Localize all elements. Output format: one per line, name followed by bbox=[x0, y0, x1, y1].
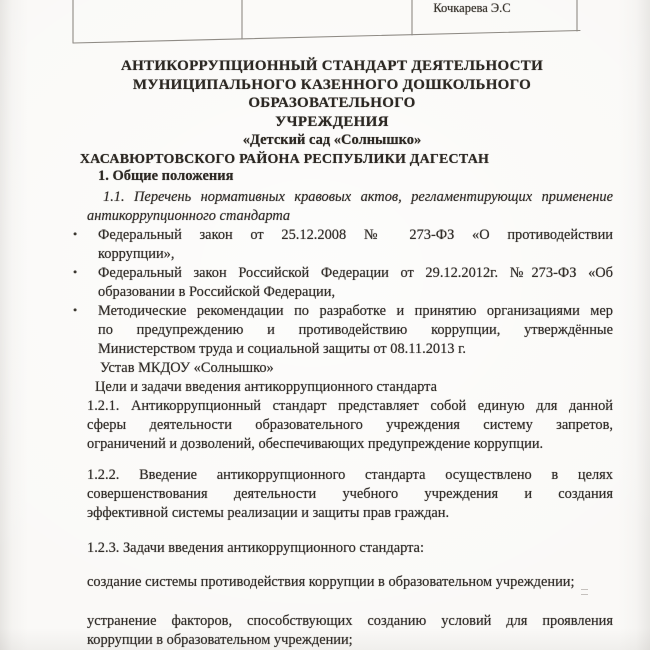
title-line-2: МУНИЦИПАЛЬНОГО КАЗЕННОГО ДОШКОЛЬНОГО bbox=[132, 76, 532, 93]
paragraph-1-2-1 bbox=[87, 397, 613, 454]
list-item bbox=[73, 264, 613, 302]
paragraph-line: по предупреждению и противодействию коррупции, утверждённые bbox=[98, 322, 613, 338]
task-paragraph-2 bbox=[87, 612, 613, 650]
paragraph-line: создание системы противодействия коррупции в образовательном учреждении; bbox=[87, 574, 575, 590]
paragraph-line: Федеральный закон от 25.12.2008 № 273-ФЗ «О противодействии bbox=[98, 227, 613, 243]
paragraph-line: 1.2.1. Антикоррупционный стандарт представляет собой единую для данной bbox=[87, 398, 613, 414]
document-title bbox=[14, 57, 650, 169]
paragraph-line: 1.2.3. Задачи введения антикоррупционного стандарта: bbox=[87, 540, 424, 556]
paragraph-line: коррупции в образовательном учреждении; bbox=[87, 632, 353, 648]
kindergarten-name: «Детский сад «Солнышко» bbox=[242, 132, 422, 148]
paragraph-line: устранение факторов, способствующих созданию условий для проявления bbox=[87, 613, 613, 629]
goals-line: Цели и задачи введения антикоррупционного стандарта bbox=[95, 379, 438, 395]
paragraph-line: антикоррупционного стандарта bbox=[87, 208, 291, 224]
paragraph-line: ограничений и дозволений, обеспечивающих предупреждение коррупции. bbox=[87, 436, 544, 452]
paragraph-line: 1.1. Перечень нормативных кравовых актов, регламентирующих применение bbox=[103, 189, 613, 205]
paragraph-line: эффективной системы реализации и защиты прав граждан. bbox=[87, 505, 450, 521]
list-item bbox=[73, 302, 613, 359]
paragraph-line: Федеральный закон Российской Федерации от 29.12.2012г. №273-ФЗ «Об bbox=[98, 265, 613, 281]
document-body bbox=[73, 188, 613, 650]
paragraph-1-1 bbox=[87, 188, 613, 226]
bullet-icon: • bbox=[73, 227, 78, 241]
paragraph-1-2-2 bbox=[87, 466, 613, 523]
approval-table-grid bbox=[0, 0, 650, 56]
approver-name-text: Кочкарева Э.С bbox=[433, 1, 511, 15]
scan-artifact bbox=[581, 589, 588, 595]
paragraph-line: Методические рекомендации по разработке и принятию организациями мер bbox=[98, 303, 613, 319]
bullet-icon: • bbox=[73, 303, 78, 317]
task-paragraph-1 bbox=[87, 573, 613, 592]
paragraph-line: совершенствования деятельности учебного учреждения и создания bbox=[87, 486, 613, 502]
section-1-heading: 1. Общие положения bbox=[98, 168, 234, 184]
district-line: ХАСАВЮРТОВСКОГО РАЙОНА РЕСПУБЛИКИ ДАГЕСТАН bbox=[79, 152, 490, 167]
paragraph-line: коррупции», bbox=[98, 246, 175, 262]
title-line-1: АНТИКОРРУПЦИОННЫЙ СТАНДАРТ ДЕЯТЕЛЬНОСТИ bbox=[120, 58, 544, 74]
list-item bbox=[73, 226, 613, 264]
paragraph-line: образовании в Российской Федерации, bbox=[98, 284, 336, 300]
paragraph-line: 1.2.2. Введение антикоррупционного стандарта осуществлено в целях bbox=[87, 467, 613, 483]
bullet-icon: • bbox=[73, 265, 78, 279]
paragraph-line: Министерством труда и социальной защиты от 08.11.2013 г. bbox=[98, 341, 466, 357]
legal-acts-list bbox=[73, 226, 613, 359]
title-line-4: УЧРЕЖДЕНИЯ bbox=[275, 113, 389, 130]
paragraph-line: сферы деятельности образовательного учреждения систему запретов, bbox=[87, 417, 613, 433]
title-line-3: ОБРАЗОВАТЕЛЬНОГО bbox=[248, 95, 416, 111]
charter-line: Устав МКДОУ «Солнышко» bbox=[100, 360, 274, 376]
paragraph-1-2-3 bbox=[87, 539, 613, 558]
